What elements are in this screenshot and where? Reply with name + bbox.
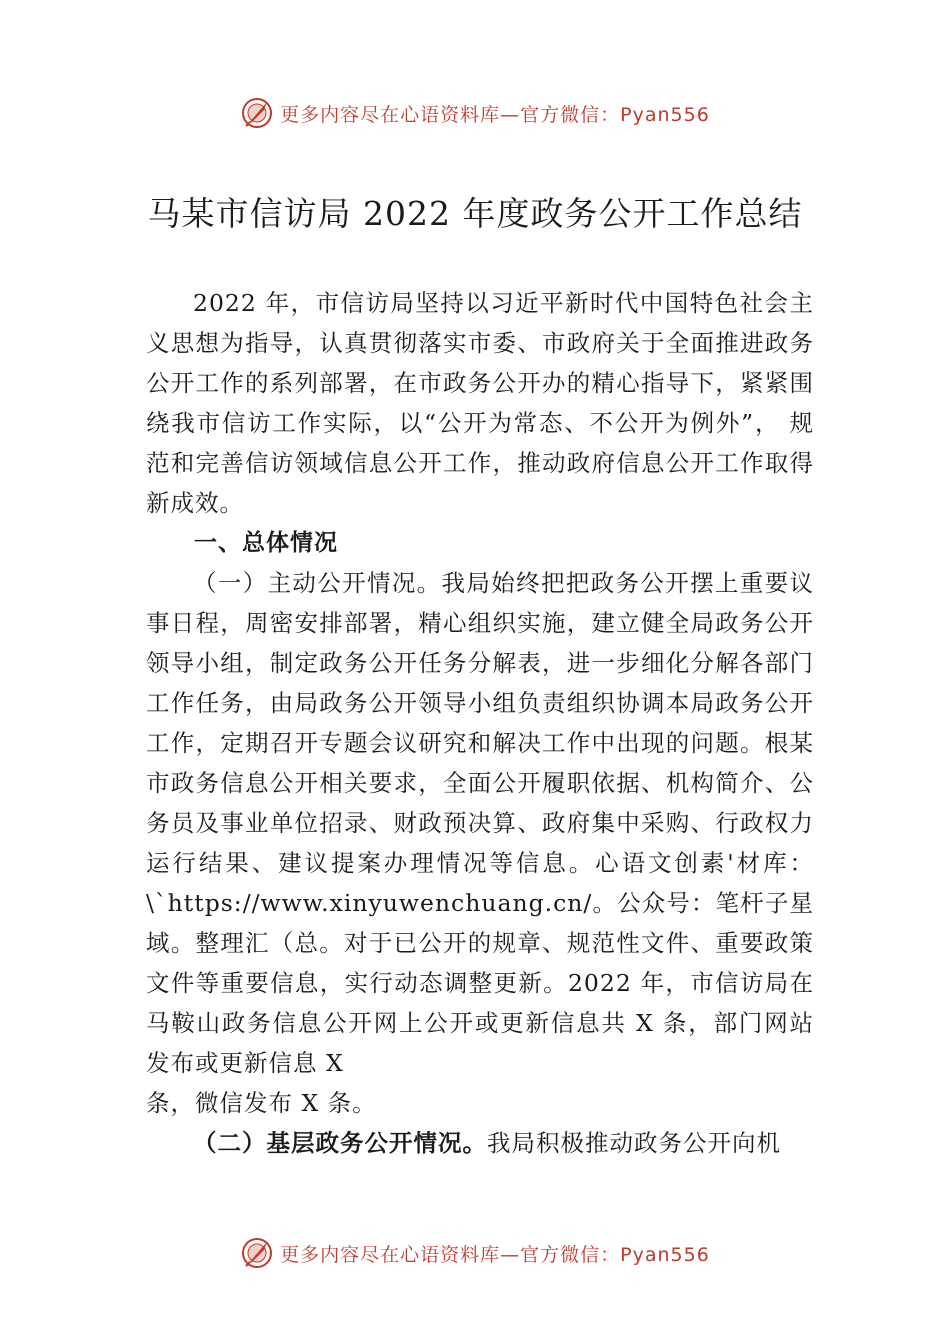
intro-paragraph: 2022 年，市信访局坚持以习近平新时代中国特色社会主义思想为指导，认真贯彻落实市委、市政府关于全面推进政务公开工作的系列部署，在市政务公开办的精心指导下，紧紧围绕我市信访工作实际，以“公开为常态、不公开为例外”， 规范和完善信访领域信息公开工作，推动政府信息公开工作取得新成效。 [146,289,814,517]
watermark-text: 更多内容尽在心语资料库—官方微信：Pyan556 [280,103,710,126]
header-watermark [0,96,950,130]
subheading-grassroots: （二）基层政务公开情况。 [193,1129,487,1157]
quill-seal-icon [240,96,274,130]
paragraph-active-disclosure-tail: 条，微信发布 X 条。 [146,1089,377,1117]
paragraph-active-disclosure: （一）主动公开情况。我局始终把把政务公开摆上重要议事日程，周密安排部署，精心组织实施，建立健全局政务公开领导小组，制定政务公开任务分解表，进一步细化分解各部门工作任务，由局政务公开领导小组负责组织协调本局政务公开工作，定期召开专题会议研究和解决工作中出现的问题。根某市政务信息公开相关要求，全面公开履职依据、机构简介、公务员及事业单位招录、财政预决算、政府集中采购、行政权力运行结果、建议提案办理情况等信息。心语文创素'材库：\`https://www.xinyuwenchuang.cn/。公众号：笔杆子星域。整理汇（总。对于已公开的规章、规范性文件、重要政策文件等重要信息，实行动态调整更新。2022 年，市信访局在马鞍山政务信息公开网上公开或更新信息共 X 条，部门网站发布或更新信息 X [146,569,814,1077]
paragraph-grassroots-text: 我局积极推动政务公开向机 [487,1129,781,1157]
watermark-text: 更多内容尽在心语资料库—官方微信：Pyan556 [280,1243,710,1266]
section-heading: 一、总体情况 [194,530,338,556]
paragraph-grassroots-disclosure [146,1123,814,1163]
quill-seal-icon [240,1236,274,1270]
document-body [146,283,814,1163]
page-title: 马某市信访局 2022 年度政务公开工作总结 [147,194,803,233]
footer-watermark [0,1236,950,1270]
